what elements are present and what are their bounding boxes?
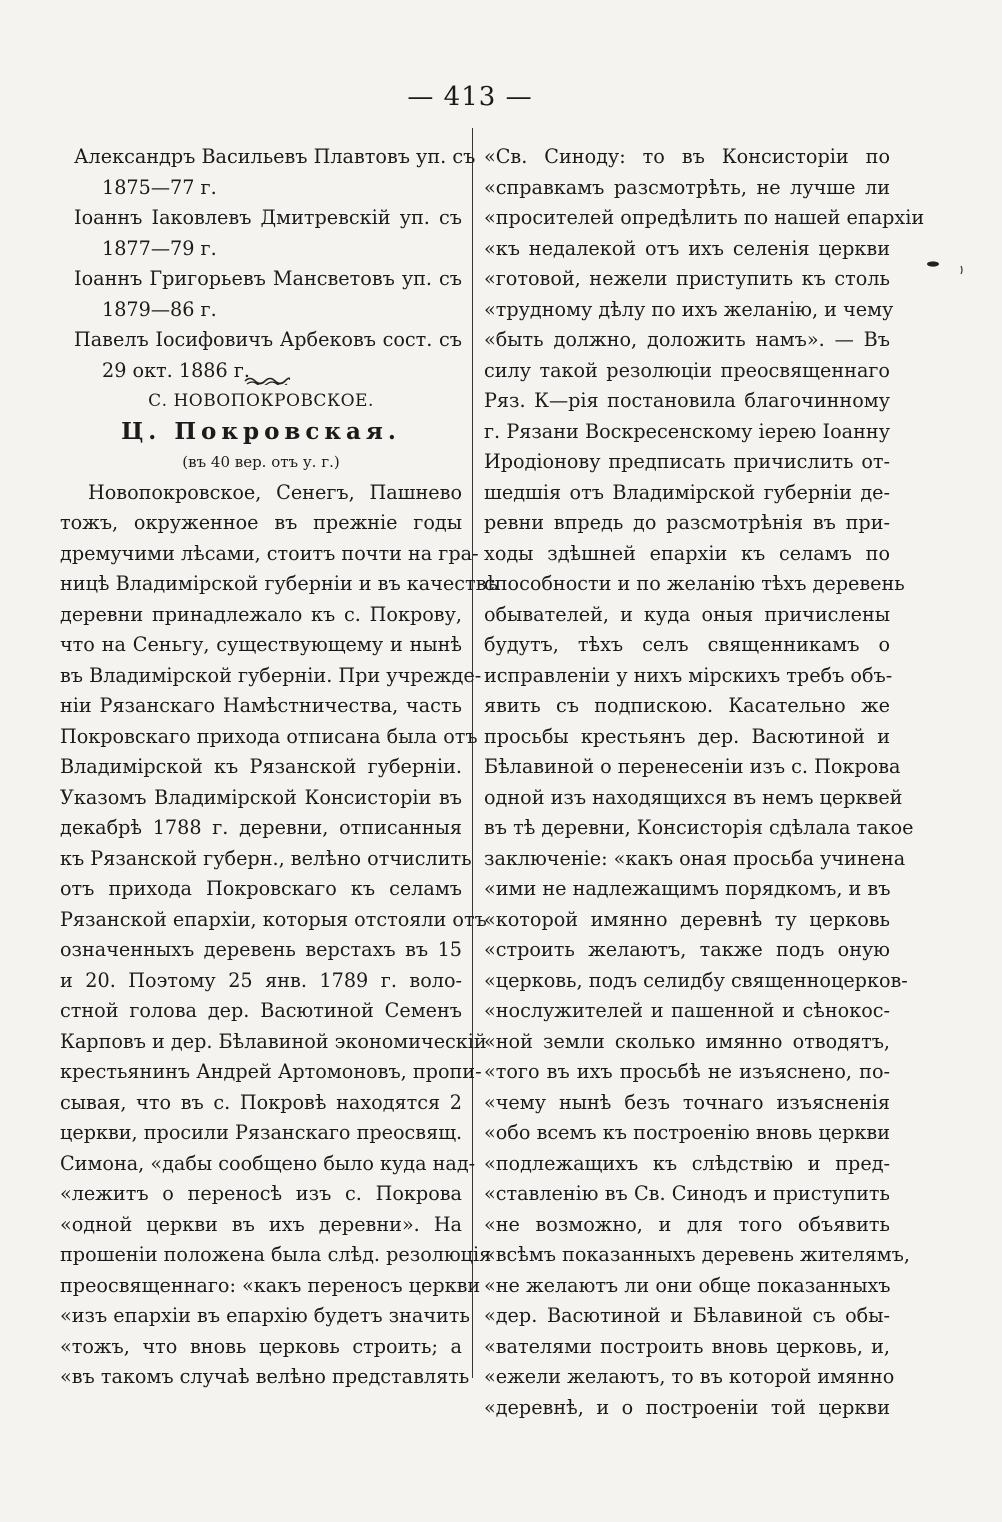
text-line: преосвященнаго: «какъ переносъ церкви [60, 1273, 481, 1297]
text-line: къ Рязанской губерн., велѣно отчислить [60, 846, 472, 870]
text-line: «справкамъ разсмотрѣть, не лучше ли [484, 175, 890, 199]
text-line: «нослужителей и пашенной и сѣнокос- [484, 999, 890, 1022]
text-line: «ими не надлежащимъ порядкомъ, и въ [484, 877, 891, 900]
text-line: Иродіонову предписать причислить от- [484, 450, 890, 473]
text-line: «дер. Васютиной и Бѣлавиной съ обы- [484, 1304, 890, 1327]
text-line: заключеніе: «какъ оная просьба учинена [484, 846, 906, 870]
text-line: шедшія отъ Владимірской губерніи де- [484, 480, 890, 504]
text-line: С. НОВОПОКРОВСКОЕ. [148, 391, 374, 411]
page-number: — 413 — [407, 82, 533, 112]
text-line: Іоаннъ Іаковлевъ Дмитревскій уп. съ [74, 206, 462, 229]
left-column [60, 142, 498, 1393]
text-line: силу такой резолюціи преосвященнаго [484, 358, 890, 382]
text-line: «готовой, нежели приступить къ столь [484, 267, 890, 290]
wavy-ornament [244, 375, 290, 385]
text-line: Александръ Васильевъ Плавтовъ уп. съ [74, 145, 476, 168]
ink-mark [960, 265, 964, 275]
text-line: прошеніи положена была слѣд. резолюція [60, 1243, 492, 1266]
text-line: дремучими лѣсами, стоитъ почти на гра- [60, 541, 479, 565]
text-line: стной голова дер. Васютиной Семенъ [60, 999, 462, 1022]
text-line: «одной церкви въ ихъ деревни». На [60, 1212, 462, 1236]
text-line: (въ 40 вер. отъ у. г.) [182, 453, 340, 471]
text-line: Покровскаго прихода отписана была отъ [60, 724, 478, 748]
text-line: обывателей, и куда оныя причислены [484, 602, 890, 626]
text-line: Бѣлавиной о перенесеніи изъ с. Покрова [484, 755, 901, 778]
text-line: «лежитъ о переносѣ изъ с. Покрова [60, 1182, 462, 1205]
text-line: «Св. Синоду: то въ Консисторіи по [484, 145, 890, 168]
text-line: «не возможно, и для того объявить [484, 1212, 890, 1236]
text-line: въ Владимірской губерніи. При учрежде- [60, 663, 482, 687]
text-line: «быть должно, доложить намъ». — Въ [484, 328, 890, 351]
text-line: «не желаютъ ли они обще показанныхъ [484, 1273, 891, 1297]
text-line: 1879—86 г. [102, 297, 217, 321]
text-line: «подлежащихъ къ слѣдствію и пред- [484, 1151, 890, 1175]
text-line: исправленіи у нихъ мірскихъ требъ объ- [484, 663, 893, 687]
text-line: «чему нынѣ безъ точнаго изъясненія [484, 1090, 890, 1114]
text-line: Указомъ Владимірской Консисторіи въ [60, 785, 462, 809]
text-line: Павелъ Іосифовичъ Арбековъ сост. съ [74, 328, 462, 351]
text-line: «въ такомъ случаѣ велѣно представлять [60, 1365, 470, 1388]
text-line: «строить желаютъ, также подъ оную [484, 938, 890, 961]
text-line: крестьянинъ Андрей Артомоновъ, пропи- [60, 1060, 482, 1083]
text-line: «къ недалекой отъ ихъ селенія церкви [484, 236, 890, 260]
text-line: Рязанской епархіи, которыя отстояли отъ [60, 907, 487, 931]
text-line: ревни впредь до разсмотрѣнія въ при- [484, 511, 890, 534]
text-line: Новопокровское, Сенегъ, Пашнево [88, 480, 462, 504]
text-line: г. Рязани Воскресенскому іерею Іоанну [484, 419, 890, 443]
text-line: ницѣ Владимірской губерніи и въ качествѣ [60, 572, 498, 595]
text-line: 1877—79 г. [102, 236, 217, 260]
text-line: отъ прихода Покровскаго къ селамъ [60, 877, 462, 900]
text-line: что на Сеньгу, существующему и нынѣ [60, 633, 462, 656]
right-column [484, 142, 925, 1423]
text-line: «трудному дѣлу по ихъ желанію, и чему [484, 297, 894, 321]
text-line: 1875—77 г. [102, 175, 217, 199]
text-line: Іоаннъ Григорьевъ Мансветовъ уп. съ [74, 267, 462, 290]
text-line: «тожъ, что вновь церковь строить; а [60, 1334, 462, 1358]
text-line: «которой имянно деревнѣ ту церковь [484, 907, 890, 931]
text-line: и 20. Поэтому 25 янв. 1789 г. воло- [60, 968, 462, 992]
ink-blot [926, 260, 940, 268]
text-line: «ежели желаютъ, то въ которой имянно [484, 1365, 895, 1388]
text-line: «церковь, подъ селидбу священноцерков- [484, 968, 908, 992]
text-line: одной изъ находящихся въ немъ церквей [484, 785, 903, 809]
text-line: «просителей опредѣлить по нашей епархіи [484, 206, 925, 229]
text-line: «того въ ихъ просьбѣ не изъяснено, по- [484, 1060, 890, 1083]
text-line: «ставленію въ Св. Синодъ и приступить [484, 1182, 890, 1205]
text-line: 29 окт. 1886 г. [102, 358, 250, 382]
text-line: церкви, просили Рязанскаго преосвящ. [60, 1121, 463, 1144]
text-line: просьбы крестьянъ дер. Васютиной и [484, 724, 890, 748]
text-line: «изъ епархіи въ епархію будетъ значить [60, 1304, 470, 1327]
text-line: ходы здѣшней епархіи къ селамъ по [484, 541, 890, 565]
text-line: «деревнѣ, и о построеніи той церкви [484, 1395, 890, 1419]
text-line: «ной земли сколько имянно отводятъ, [484, 1029, 890, 1053]
text-line: ніи Рязанскаго Намѣстничества, часть [60, 694, 462, 717]
text-line: Карповъ и дер. Бѣлавиной экономическій [60, 1029, 487, 1053]
text-line: сывая, что въ с. Покровѣ находятся 2 [60, 1090, 462, 1114]
text-line: способности и по желанію тѣхъ деревень [484, 572, 905, 595]
text-line: тожъ, окруженное въ прежніе годы [60, 511, 462, 534]
text-line: явить съ подпискою. Касательно же [484, 694, 890, 717]
text-line: въ тѣ деревни, Консисторія сдѣлала такое [484, 816, 914, 839]
text-line: будутъ, тѣхъ селъ священникамъ о [484, 633, 890, 656]
column-divider [472, 128, 473, 1378]
text-line: Ряз. К—рія постановила благочинному [484, 389, 890, 412]
text-line: декабрѣ 1788 г. деревни, отписанныя [60, 816, 462, 839]
text-line: Ц. Покровская. [121, 417, 401, 445]
text-line: «всѣмъ показанныхъ деревень жителямъ, [484, 1243, 910, 1266]
text-line: Владимірской къ Рязанской губерніи. [60, 755, 462, 778]
text-line: означенныхъ деревень верстахъ въ 15 [60, 938, 462, 961]
text-line: деревни принадлежало къ с. Покрову, [60, 602, 462, 626]
text-line: «вателями построить вновь церковь, и, [484, 1334, 890, 1358]
text-line: «обо всемъ къ построенію вновь церкви [484, 1121, 890, 1144]
text-line: Симона, «дабы сообщено было куда над- [60, 1151, 476, 1175]
